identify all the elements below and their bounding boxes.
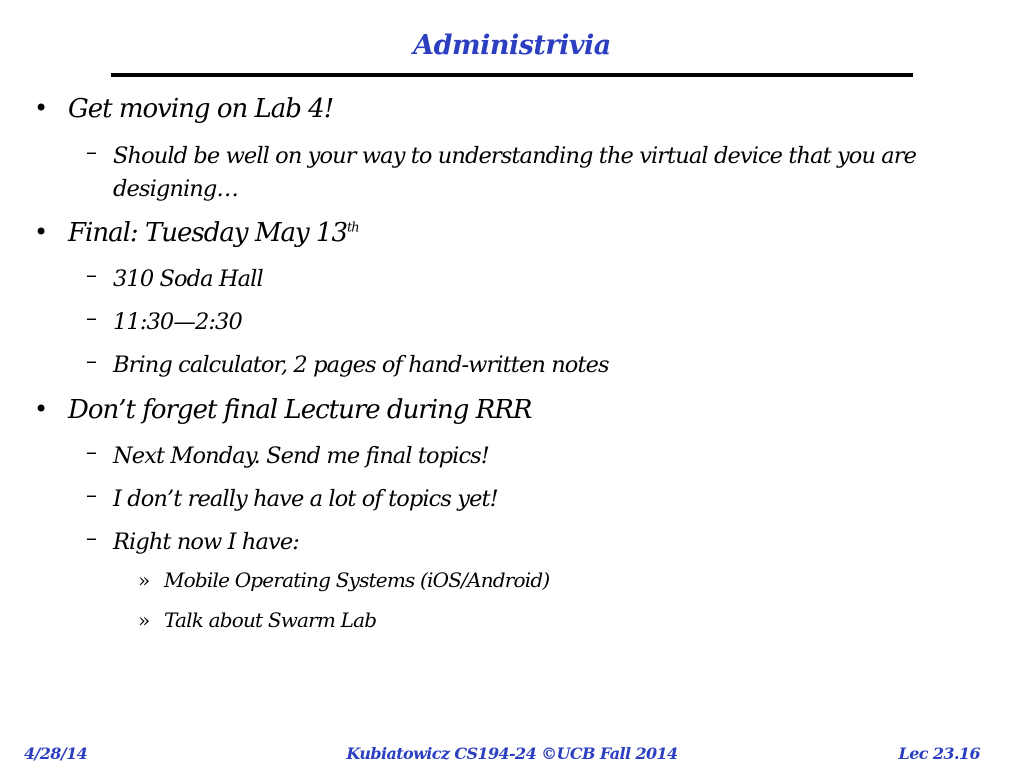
dash-marker: – [86,440,97,465]
bullet-final [68,218,359,248]
chevron-marker: » [138,568,151,592]
subitem-line: designing… [113,176,238,202]
subitem-right-now: Right now I have: [113,529,299,555]
chevron-marker: » [138,608,151,632]
title-divider [111,73,913,77]
dash-marker: – [86,349,97,374]
dash-marker: – [86,483,97,508]
bullet-marker: • [34,94,49,122]
subsubitem-mobile-os: Mobile Operating Systems (iOS/Android) [164,568,550,592]
superscript: th [347,220,359,236]
dash-marker: – [86,526,97,551]
subitem-next-monday: Next Monday. Send me final topics! [113,443,489,469]
footer-lecture: Lec 23.16 [898,744,980,763]
bullet-final-lecture: Don’t forget final Lecture during RRR [68,395,532,425]
dash-marker: – [86,263,97,288]
bullet-text: Final: Tuesday May 13 [68,218,348,248]
bullet-marker: • [34,218,49,246]
subitem-location: 310 Soda Hall [113,266,263,292]
dash-marker: – [86,140,97,165]
bullet-lab4: Get moving on Lab 4! [68,94,334,124]
subitem-line: Should be well on your way to understanding the virtual device that you are [113,143,917,169]
subsubitem-swarm-lab: Talk about Swarm Lab [164,608,377,632]
footer-date: 4/28/14 [24,744,88,763]
subitem-materials: Bring calculator, 2 pages of hand-written notes [113,352,609,378]
dash-marker: – [86,306,97,331]
bullet-marker: • [34,395,49,423]
subitem-time: 11:30—2:30 [113,309,242,335]
footer-course: Kubiatowicz CS194-24 ©UCB Fall 2014 [346,744,678,763]
subitem-lab4-progress [113,140,916,206]
subitem-topics: I don’t really have a lot of topics yet! [113,486,498,512]
slide-title: Administrivia [413,30,611,61]
